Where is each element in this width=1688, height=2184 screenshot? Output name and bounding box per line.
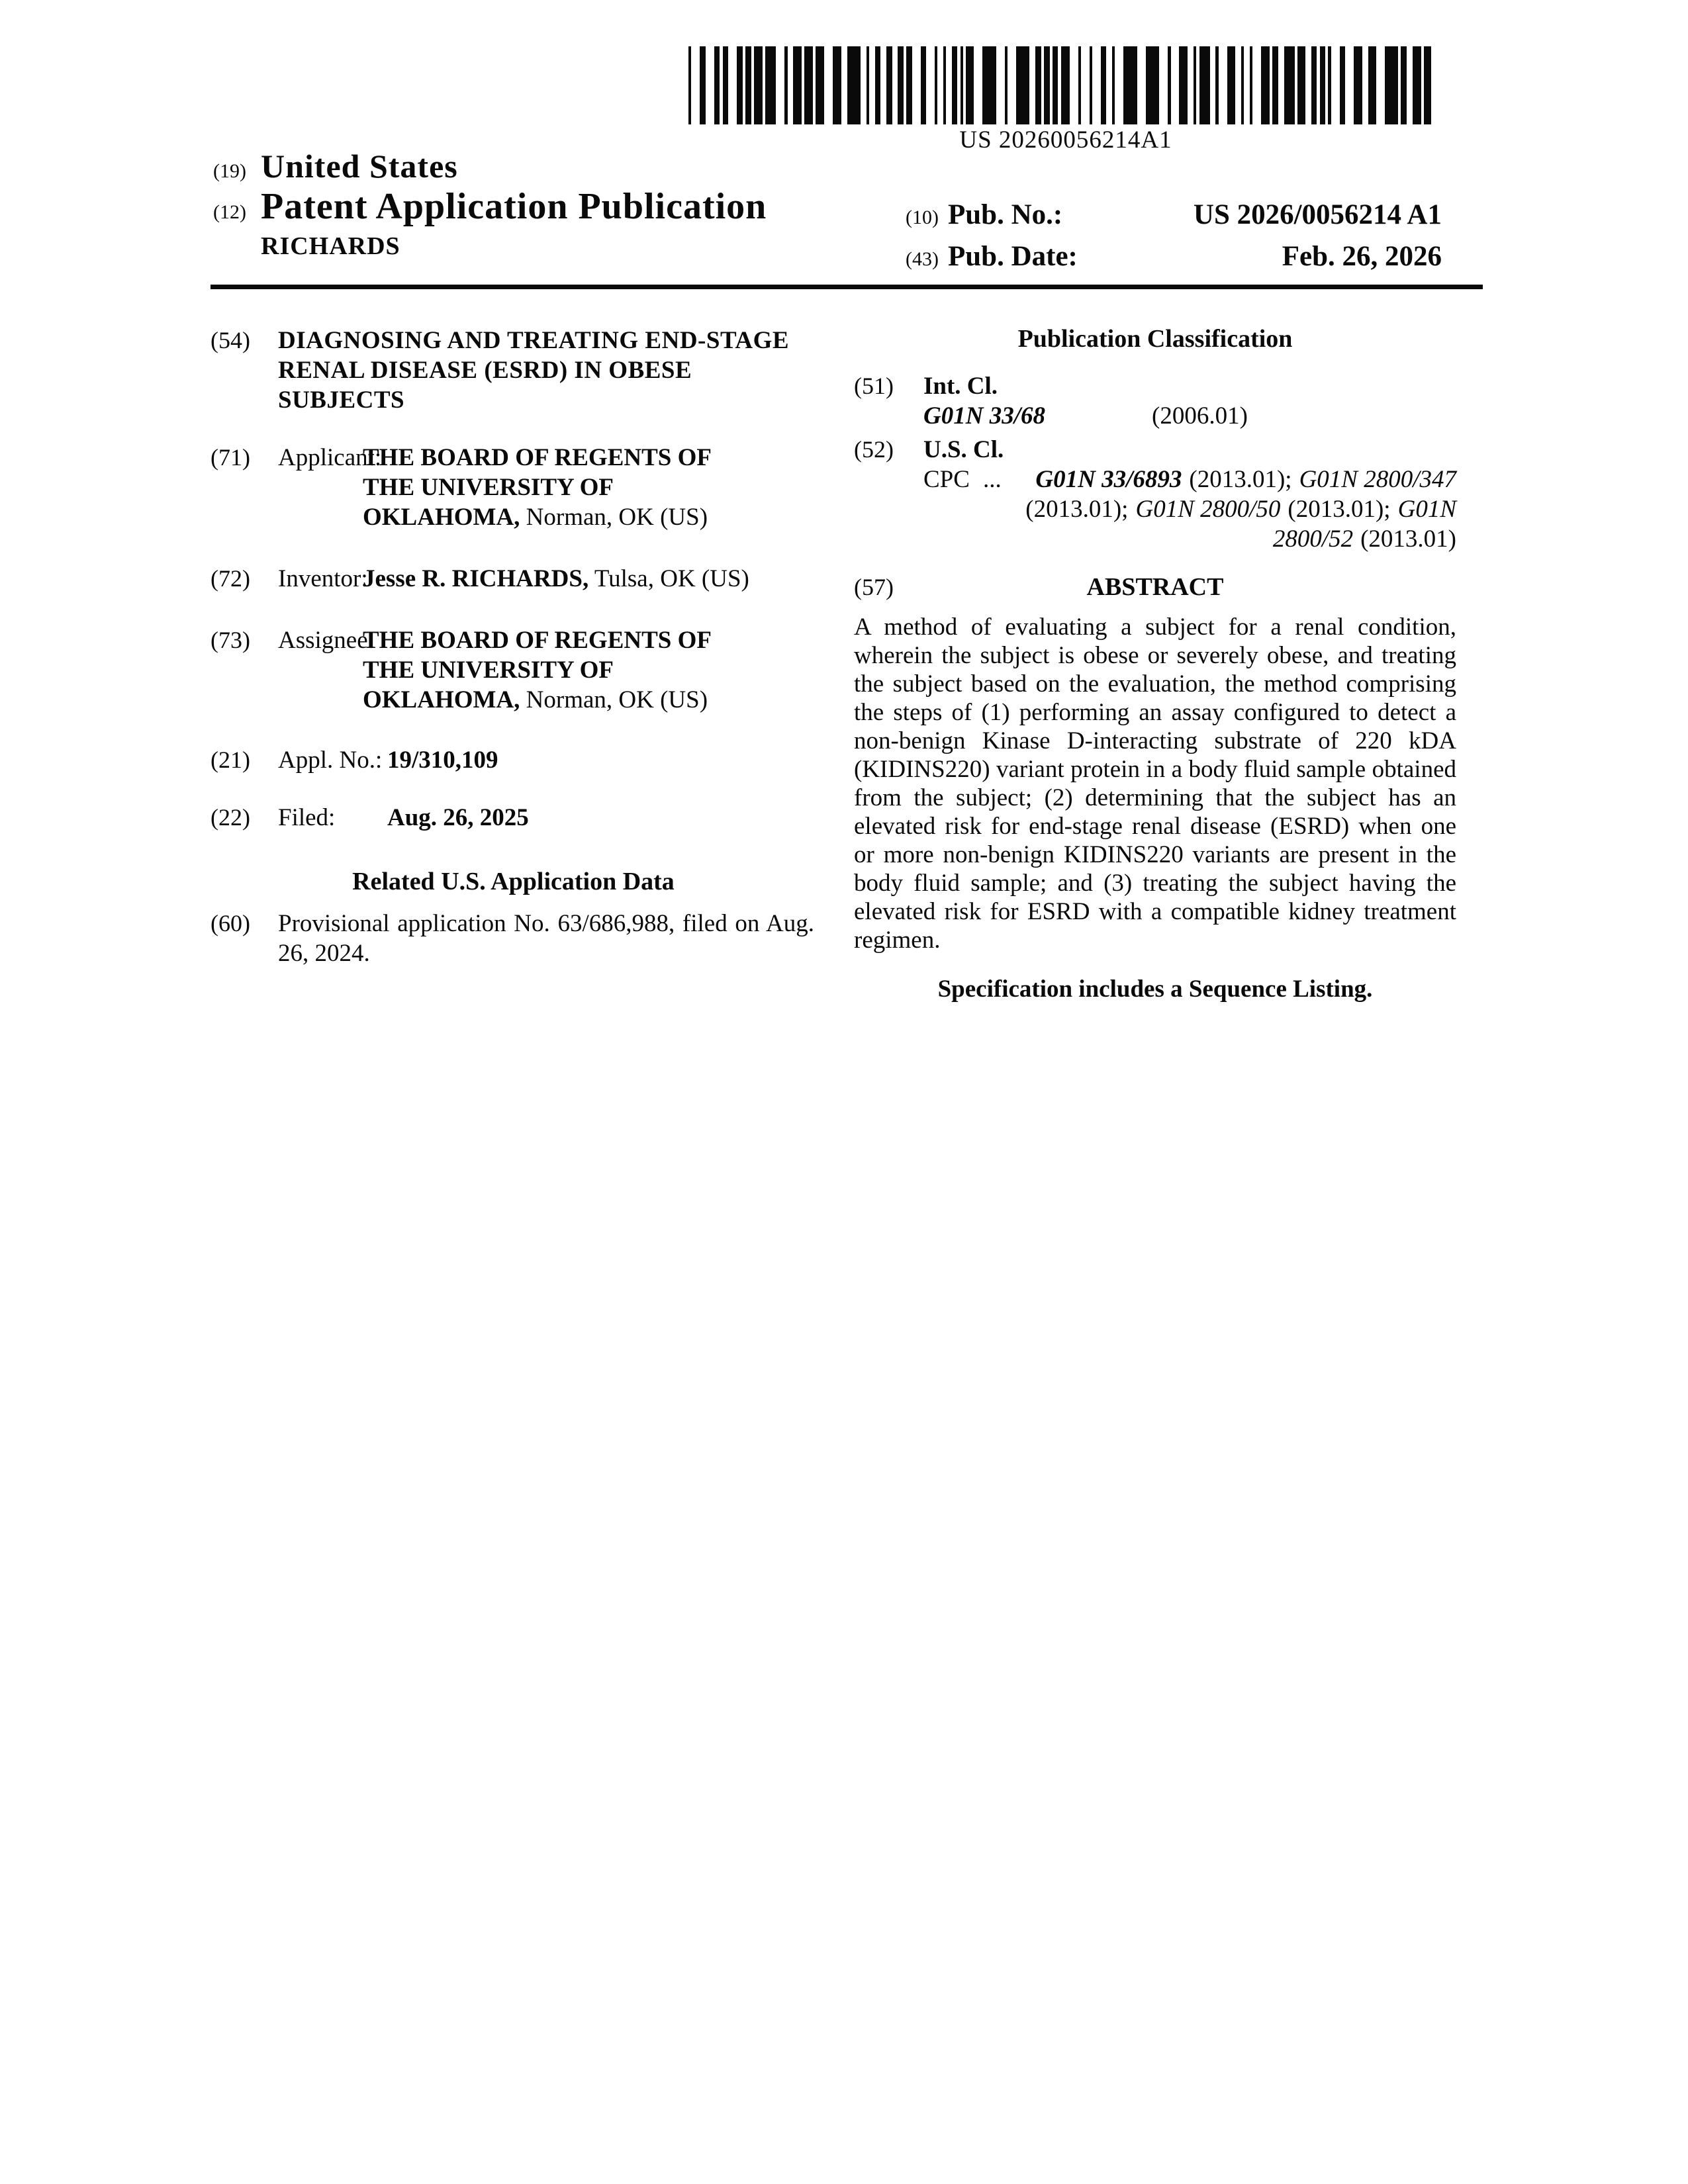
assignee-name: THE BOARD OF REGENTS OF THE UNIVERSITY OF OKLAHOMA,	[363, 627, 711, 713]
invention-title: DIAGNOSING AND TREATING END-STAGE RENAL DISEASE (ESRD) IN OBESE SUBJECTS	[278, 327, 790, 414]
assignee-label: Assignee:	[278, 627, 375, 654]
cpc-dots: ...	[982, 466, 1002, 493]
pub-date-code: (43)	[906, 248, 939, 270]
cpc-line-2	[854, 494, 1456, 524]
abstract-code: (57)	[854, 574, 894, 600]
appl-no-label: Appl. No.:	[278, 747, 383, 774]
applicant-row	[211, 443, 816, 532]
filed-row	[211, 803, 816, 833]
cpc-entry: (2013.01);	[1025, 496, 1129, 523]
applicant-name: THE BOARD OF REGENTS OF THE UNIVERSITY OF OKLAHOMA,	[363, 444, 711, 531]
cpc-entries-1	[1035, 465, 1456, 494]
title-code: (54)	[211, 327, 250, 353]
inventor-label: Inventor:	[278, 565, 368, 592]
us-cl-label: U.S. Cl.	[923, 436, 1004, 463]
int-cl-label: Int. Cl.	[923, 373, 998, 400]
country-name: United States	[261, 148, 458, 185]
cpc-entry: (2013.01);	[1189, 466, 1292, 493]
int-cl-code: (51)	[854, 373, 894, 399]
doc-type-code: (12)	[213, 201, 246, 223]
us-cl-row	[854, 435, 1456, 465]
cpc-entry: (2013.01);	[1288, 496, 1391, 523]
cpc-entry: 2800/52	[1272, 525, 1354, 553]
appl-no-value: 19/310,109	[387, 747, 498, 774]
cpc-entry: G01N 33/6893	[1035, 466, 1182, 493]
provisional-text: Provisional application No. 63/686,988, filed on Aug. 26, 2024.	[278, 910, 814, 967]
cpc-entry: G01N	[1397, 496, 1456, 523]
assignee-location: Norman, OK (US)	[520, 686, 708, 713]
country-code: (19)	[213, 160, 246, 182]
provisional-code: (60)	[211, 910, 250, 936]
filed-label: Filed:	[278, 804, 336, 831]
cpc-label-group	[923, 465, 1002, 494]
barcode-number: US 20260056214A1	[959, 126, 1172, 154]
inventor-location: Tulsa, OK (US)	[588, 565, 749, 592]
header-right	[906, 199, 1442, 282]
cpc-entry: (2013.01)	[1360, 525, 1456, 553]
barcode-bars-image	[688, 46, 1443, 124]
filed-code: (22)	[211, 804, 250, 831]
filed-value: Aug. 26, 2025	[387, 804, 529, 831]
pub-date-label: Pub. Date:	[948, 241, 1078, 272]
int-cl-entry	[854, 401, 1456, 431]
int-cl-row	[854, 371, 1456, 401]
abstract-heading-row	[854, 572, 1456, 602]
pub-no-code: (10)	[906, 206, 939, 228]
header-left	[213, 147, 767, 261]
cpc-line-1	[854, 465, 1456, 494]
inventor-name: Jesse R. RICHARDS,	[363, 565, 589, 592]
cpc-line-3	[854, 524, 1456, 554]
int-cl-version: (2006.01)	[1152, 402, 1248, 430]
appl-no-row	[211, 745, 816, 775]
related-data-heading: Related U.S. Application Data	[352, 868, 675, 895]
pub-no-value: US 2026/0056214 A1	[1193, 199, 1442, 230]
us-cl-code: (52)	[854, 436, 894, 463]
classification-column	[854, 324, 1456, 1004]
appl-no-code: (21)	[211, 747, 250, 773]
inventor-row	[211, 564, 816, 594]
barcode	[688, 46, 1443, 154]
title-row	[211, 326, 816, 415]
abstract-heading: ABSTRACT	[1086, 573, 1224, 601]
inventor-code: (72)	[211, 565, 250, 592]
provisional-row	[211, 909, 816, 968]
cpc-label: CPC	[923, 466, 970, 493]
cpc-entry: G01N 2800/50	[1135, 496, 1281, 523]
assignee-code: (73)	[211, 627, 250, 653]
abstract-text: A method of evaluating a subject for a renal condition, wherein the subject is obese or severely obese, and treating the subject based on the evaluation, the method comprising the steps of (1) performing an assay configured to detect a non-benign Kinase D-interacting substrate of 220 kDA (KIDINS220) variant protein in a body fluid sample obtained from the subject; (2) determining that the subject has an elevated risk for end-stage renal disease (ESRD) when one or more non-benign KIDINS220 variants are present in the body fluid sample; and (3) treating the subject having the elevated risk for ESRD with a compatible kidney treatment regimen.	[854, 614, 1456, 954]
applicant-label: Applicant:	[278, 444, 382, 471]
inventor-value	[363, 564, 813, 594]
inventor-surname: RICHARDS	[261, 232, 400, 260]
applicant-location: Norman, OK (US)	[520, 504, 708, 531]
doc-type: Patent Application Publication	[261, 186, 767, 227]
publication-classification-heading: Publication Classification	[1017, 325, 1293, 353]
bibliographic-column	[211, 326, 816, 968]
sequence-listing-note: Specification includes a Sequence Listing.	[937, 976, 1373, 1003]
pub-date-value: Feb. 26, 2026	[1282, 241, 1442, 272]
applicant-code: (71)	[211, 444, 250, 471]
pub-no-label: Pub. No.:	[948, 199, 1063, 230]
applicant-value	[363, 443, 733, 532]
int-cl-symbol: G01N 33/68	[923, 402, 1045, 430]
cpc-entry: G01N 2800/347	[1299, 466, 1456, 493]
assignee-row	[211, 625, 816, 715]
assignee-value	[363, 625, 733, 715]
header-divider-rule	[211, 285, 1483, 289]
